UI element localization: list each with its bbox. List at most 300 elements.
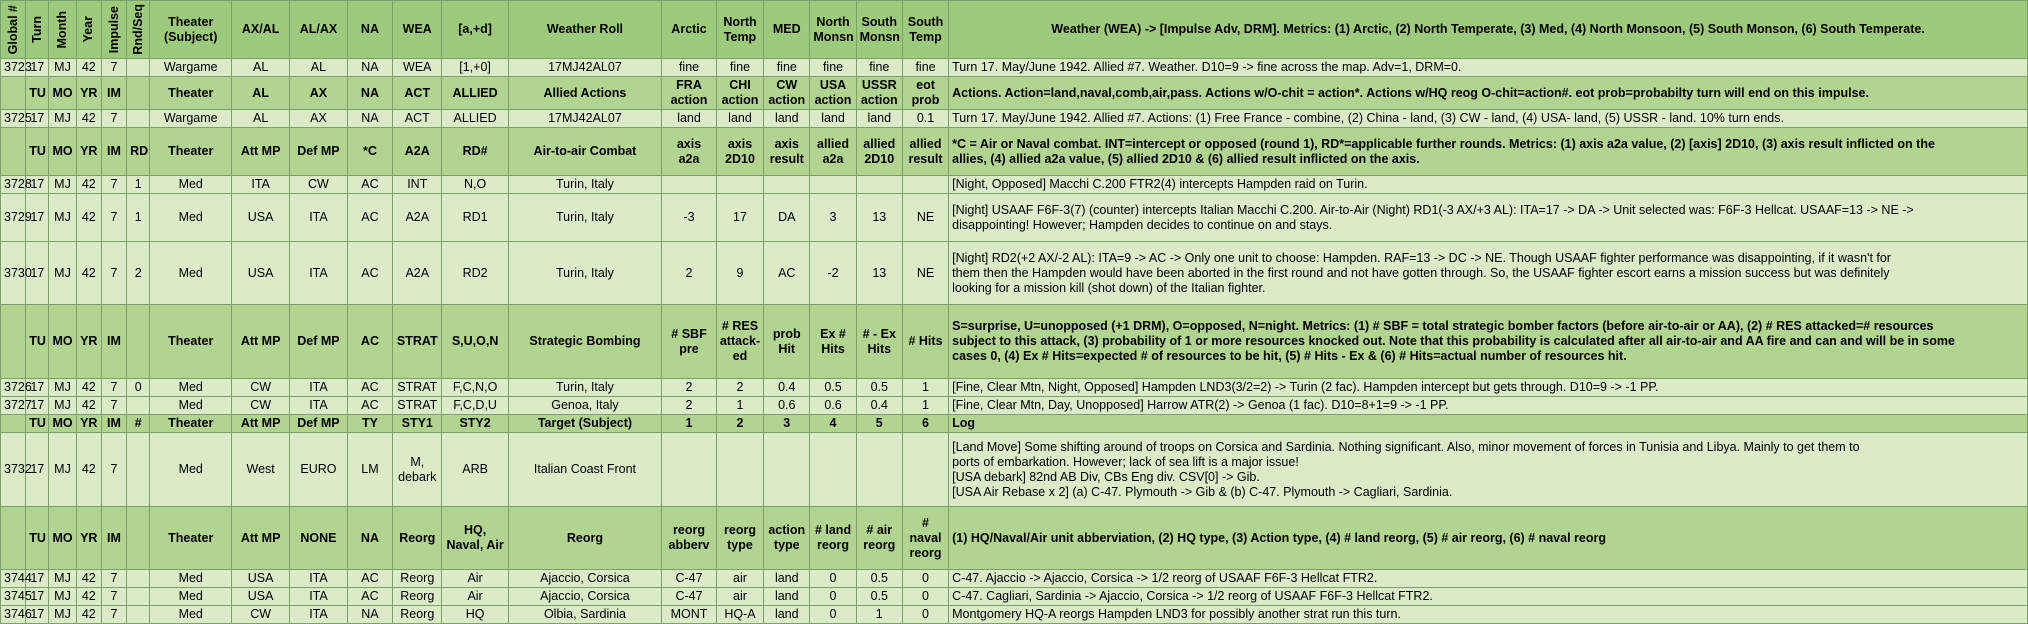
cell-metric-3: land: [764, 588, 810, 606]
cell-subcode: F,C,D,U: [442, 397, 508, 415]
cell-rnd-seq: RD: [127, 128, 150, 176]
cell-year: YR: [76, 305, 101, 379]
cell-month: MJ: [49, 433, 76, 507]
cell-subject: Ajaccio, Corsica: [508, 570, 661, 588]
cell-log: [949, 379, 2028, 397]
log-line: Turn 17. May/June 1942. Allied #7. Weather. D10=9 -> fine across the map. Adv=1, DRM=0.: [952, 60, 1462, 74]
cell-rnd-seq: [127, 110, 150, 128]
cell-theater: Med: [150, 570, 232, 588]
cell-def-side: ITA: [290, 606, 348, 624]
cell-log: [949, 176, 2028, 194]
cell-month: MO: [49, 128, 76, 176]
col-impulse: Impulse: [101, 1, 126, 59]
cell-subcode: RD1: [442, 194, 508, 242]
cell-metric-4: 0.5: [810, 379, 856, 397]
cell-log: [949, 570, 2028, 588]
cell-rnd-seq: 1: [127, 176, 150, 194]
cell-year: 42: [76, 194, 101, 242]
cell-subcode: S,U,O,N: [442, 305, 508, 379]
cell-turn: 17: [26, 570, 49, 588]
cell-category: A2A: [393, 128, 442, 176]
cell-global-id: 3744: [1, 570, 26, 588]
cell-category: Reorg: [393, 588, 442, 606]
cell-global-id: 3726: [1, 379, 26, 397]
cell-subcode: ALLIED: [442, 77, 508, 110]
cell-def-side: ITA: [290, 194, 348, 242]
log-line: Turn 17. May/June 1942. Allied #7. Actions: (1) Free France - combine, (2) China - land, (3) CW - land, (4) USA- land, (5) USSR - land. 10% turn ends.: [952, 111, 1784, 125]
cell-year: 42: [76, 397, 101, 415]
cell-log: [949, 59, 2028, 77]
cell-month: MJ: [49, 59, 76, 77]
cell-category: WEA: [393, 59, 442, 77]
cell-month: MO: [49, 415, 76, 433]
cell-month: MJ: [49, 606, 76, 624]
cell-metric-6: 0: [902, 606, 948, 624]
cell-metric-4: -2: [810, 242, 856, 305]
cell-month: MO: [49, 507, 76, 570]
cell-year: YR: [76, 77, 101, 110]
table-row: [1, 397, 2028, 415]
cell-metric-2: 2: [716, 379, 763, 397]
cell-category: ACT: [393, 110, 442, 128]
cell-turn: 17: [26, 433, 49, 507]
cell-metric-5: 0.5: [856, 588, 902, 606]
cell-att-side: CW: [232, 397, 290, 415]
cell-rnd-seq: [127, 606, 150, 624]
cell-subject: Italian Coast Front: [508, 433, 661, 507]
cell-metric-1: 2: [662, 379, 717, 397]
cell-metric-1: [662, 176, 717, 194]
col-ad: [a,+d]: [442, 1, 508, 59]
cell-theater: Theater: [150, 128, 232, 176]
cell-metric-2: [716, 433, 763, 507]
col-na: NA: [347, 1, 392, 59]
cell-metric-1: -3: [662, 194, 717, 242]
cell-def-side: Def MP: [290, 415, 348, 433]
log-line: [USA Air Rebase x 2] (a) C-47. Plymouth -> Gib & (b) C-47. Plymouth -> Cagliari, Sardinia.: [952, 484, 1453, 499]
cell-type-code: AC: [347, 588, 392, 606]
cell-def-side: NONE: [290, 507, 348, 570]
cell-metric-5: # air reorg: [856, 507, 902, 570]
cell-theater: Med: [150, 379, 232, 397]
cell-rnd-seq: [127, 397, 150, 415]
cell-def-side: Def MP: [290, 128, 348, 176]
col-global: Global #: [1, 1, 26, 59]
cell-log: [949, 507, 2028, 570]
log-line: subject to this attack, (3) probability of 1 or more resources knocked out. Note that this probability is calculated after all air-to-air and AA fire and can and will be in some: [952, 334, 1955, 348]
cell-theater: Wargame: [150, 110, 232, 128]
cell-metric-4: 0: [810, 570, 856, 588]
cell-def-side: ITA: [290, 242, 348, 305]
cell-metric-5: # - Ex Hits: [856, 305, 902, 379]
cell-metric-6: 6: [902, 415, 948, 433]
cell-metric-6: 0: [902, 588, 948, 606]
cell-month: MJ: [49, 397, 76, 415]
cell-category: Reorg: [393, 570, 442, 588]
log-line: Actions. Action=land,naval,comb,air,pass. Actions w/O-chit = action*. Actions w/HQ reog O-chit=action#. eot prob=probabilty turn will end on this impulse.: [952, 85, 1869, 100]
col-theater: Theater (Subject): [150, 1, 232, 59]
cell-metric-6: 0: [902, 570, 948, 588]
cell-log: [949, 606, 2028, 624]
cell-metric-2: air: [716, 588, 763, 606]
cell-turn: TU: [26, 128, 49, 176]
cell-subcode: N,O: [442, 176, 508, 194]
cell-month: MJ: [49, 110, 76, 128]
cell-type-code: TY: [347, 415, 392, 433]
cell-category: Reorg: [393, 606, 442, 624]
cell-subject: 17MJ42AL07: [508, 59, 661, 77]
cell-subject: Allied Actions: [508, 77, 661, 110]
cell-metric-6: NE: [902, 242, 948, 305]
log-line: [Land Move] Some shifting around of troops on Corsica and Sardinia. Nothing significant. Also, minor movement of forces in Tunisia and Libya. Mainly to get them to: [952, 439, 1860, 454]
cell-theater: Med: [150, 397, 232, 415]
cell-turn: 17: [26, 379, 49, 397]
cell-global-id: [1, 128, 26, 176]
cell-att-side: USA: [232, 242, 290, 305]
cell-metric-5: 13: [856, 242, 902, 305]
cell-metric-6: 1: [902, 379, 948, 397]
cell-category: ACT: [393, 77, 442, 110]
cell-subject: 17MJ42AL07: [508, 110, 661, 128]
cell-subcode: RD#: [442, 128, 508, 176]
cell-global-id: [1, 507, 26, 570]
cell-rnd-seq: 1: [127, 194, 150, 242]
cell-global-id: 3728: [1, 176, 26, 194]
table-row: [1, 588, 2028, 606]
cell-log: [949, 242, 2028, 305]
cell-att-side: CW: [232, 379, 290, 397]
cell-metric-2: axis 2D10: [716, 128, 763, 176]
cell-metric-3: DA: [764, 194, 810, 242]
cell-def-side: ITA: [290, 379, 348, 397]
cell-metric-1: 2: [662, 242, 717, 305]
cell-subcode: F,C,N,O: [442, 379, 508, 397]
cell-subject: Turin, Italy: [508, 379, 661, 397]
cell-theater: Med: [150, 433, 232, 507]
cell-def-side: ITA: [290, 588, 348, 606]
cell-type-code: AC: [347, 194, 392, 242]
cell-turn: TU: [26, 77, 49, 110]
cell-metric-3: 0.6: [764, 397, 810, 415]
col-month: Month: [49, 1, 76, 59]
cell-subcode: HQ: [442, 606, 508, 624]
table-row: [1, 110, 2028, 128]
log-line: [Night, Opposed] Macchi C.200 FTR2(4) intercepts Hampden raid on Turin.: [952, 177, 1368, 191]
section-header-row: [1, 415, 2028, 433]
col-turn: Turn: [26, 1, 49, 59]
cell-rnd-seq: 2: [127, 242, 150, 305]
cell-type-code: *C: [347, 128, 392, 176]
cell-impulse: 7: [101, 606, 126, 624]
cell-metric-4: Ex # Hits: [810, 305, 856, 379]
cell-metric-3: fine: [764, 59, 810, 77]
cell-att-side: AL: [232, 110, 290, 128]
cell-log: [949, 128, 2028, 176]
cell-att-side: USA: [232, 194, 290, 242]
cell-turn: TU: [26, 415, 49, 433]
col-rndseq: Rnd/Seq: [127, 1, 150, 59]
cell-year: 42: [76, 433, 101, 507]
cell-month: MJ: [49, 570, 76, 588]
col-metric-1: Arctic: [662, 1, 717, 59]
cell-metric-6: [902, 176, 948, 194]
cell-global-id: 3729: [1, 194, 26, 242]
cell-month: MO: [49, 77, 76, 110]
table-row: [1, 379, 2028, 397]
cell-metric-3: prob Hit: [764, 305, 810, 379]
cell-month: MJ: [49, 194, 76, 242]
cell-subject: Ajaccio, Corsica: [508, 588, 661, 606]
cell-metric-2: 9: [716, 242, 763, 305]
cell-metric-3: 0.4: [764, 379, 810, 397]
cell-category: STY1: [393, 415, 442, 433]
cell-year: 42: [76, 588, 101, 606]
cell-metric-6: # naval reorg: [902, 507, 948, 570]
cell-metric-6: [902, 433, 948, 507]
cell-theater: Med: [150, 176, 232, 194]
cell-rnd-seq: [127, 77, 150, 110]
cell-metric-5: 1: [856, 606, 902, 624]
cell-impulse: 7: [101, 379, 126, 397]
cell-metric-2: [716, 176, 763, 194]
cell-impulse: 7: [101, 59, 126, 77]
cell-subcode: Air: [442, 570, 508, 588]
col-metric-4: North Monsn: [810, 1, 856, 59]
cell-metric-5: land: [856, 110, 902, 128]
cell-metric-6: eot prob: [902, 77, 948, 110]
cell-global-id: 3732: [1, 433, 26, 507]
cell-category: M, debark: [393, 433, 442, 507]
cell-type-code: NA: [347, 77, 392, 110]
log-line: cases 0, (4) Ex # Hits=expected # of resources to be hit, (5) # Hits - Ex & (6) # Hits=actual number of resources hit.: [952, 349, 1627, 363]
cell-def-side: AX: [290, 77, 348, 110]
cell-def-side: EURO: [290, 433, 348, 507]
cell-subject: Reorg: [508, 507, 661, 570]
cell-type-code: AC: [347, 570, 392, 588]
cell-rnd-seq: 0: [127, 379, 150, 397]
cell-metric-1: fine: [662, 59, 717, 77]
cell-att-side: CW: [232, 606, 290, 624]
cell-metric-4: # land reorg: [810, 507, 856, 570]
cell-rnd-seq: [127, 570, 150, 588]
cell-log: [949, 77, 2028, 110]
cell-theater: Med: [150, 194, 232, 242]
log-line: ports of embarkation. However; lack of sea lift is a major issue!: [952, 454, 1299, 469]
column-header-row: [1, 1, 2028, 59]
cell-year: YR: [76, 507, 101, 570]
cell-metric-5: USSR action: [856, 77, 902, 110]
cell-category: STRAT: [393, 397, 442, 415]
cell-att-side: USA: [232, 588, 290, 606]
cell-metric-5: 0.5: [856, 570, 902, 588]
cell-metric-5: [856, 433, 902, 507]
log-line: *C = Air or Naval combat. INT=intercept or opposed (round 1), RD*=applicable further rounds. Metrics: (1) axis a2a value, (2) [axis] 2D10, (3) axis result inflicted on the: [952, 136, 1935, 151]
cell-turn: 17: [26, 242, 49, 305]
cell-month: MJ: [49, 379, 76, 397]
cell-theater: Theater: [150, 77, 232, 110]
cell-rnd-seq: [127, 507, 150, 570]
log-line: [Night] USAAF F6F-3(7) (counter) intercepts Italian Macchi C.200. Air-to-Air (Night) RD1(-3 AX/+3 AL): ITA=17 -> DA -> Unit selected was: F6F-3 Hellcat. USAAF=13 -> NE ->: [952, 202, 1914, 217]
cell-metric-5: allied 2D10: [856, 128, 902, 176]
cell-turn: TU: [26, 305, 49, 379]
cell-metric-3: CW action: [764, 77, 810, 110]
cell-theater: Med: [150, 242, 232, 305]
cell-global-id: [1, 77, 26, 110]
cell-month: MO: [49, 305, 76, 379]
cell-global-id: [1, 305, 26, 379]
col-metric-5: South Monsn: [856, 1, 902, 59]
log-line: C-47. Ajaccio -> Ajaccio, Corsica -> 1/2 reorg of USAAF F6F-3 Hellcat FTR2.: [952, 571, 1378, 585]
cell-metric-6: 0.1: [902, 110, 948, 128]
cell-metric-2: 17: [716, 194, 763, 242]
cell-subject: Turin, Italy: [508, 176, 661, 194]
cell-theater: Theater: [150, 415, 232, 433]
log-line: [Fine, Clear Mtn, Night, Opposed] Hampden LND3(3/2=2) -> Turin (2 fac). Hampden intercept but gets through. D10=9 -> -1 PP.: [952, 380, 1659, 394]
cell-att-side: AL: [232, 77, 290, 110]
cell-impulse: 7: [101, 242, 126, 305]
cell-impulse: 7: [101, 397, 126, 415]
cell-metric-2: fine: [716, 59, 763, 77]
cell-rnd-seq: [127, 59, 150, 77]
cell-metric-3: [764, 433, 810, 507]
cell-att-side: Att MP: [232, 305, 290, 379]
cell-impulse: IM: [101, 128, 126, 176]
cell-year: 42: [76, 570, 101, 588]
cell-metric-1: 1: [662, 415, 717, 433]
cell-turn: 17: [26, 110, 49, 128]
table-row: [1, 194, 2028, 242]
cell-global-id: 3727: [1, 397, 26, 415]
cell-subcode: HQ, Naval, Air: [442, 507, 508, 570]
col-wea: WEA: [393, 1, 442, 59]
cell-def-side: Def MP: [290, 305, 348, 379]
cell-metric-5: 0.4: [856, 397, 902, 415]
cell-metric-1: axis a2a: [662, 128, 717, 176]
cell-turn: TU: [26, 507, 49, 570]
cell-metric-6: NE: [902, 194, 948, 242]
cell-type-code: AC: [347, 379, 392, 397]
cell-metric-2: # RES attack-ed: [716, 305, 763, 379]
cell-metric-4: [810, 433, 856, 507]
cell-metric-1: 2: [662, 397, 717, 415]
cell-impulse: 7: [101, 588, 126, 606]
section-header-row: [1, 77, 2028, 110]
cell-log: [949, 194, 2028, 242]
cell-metric-5: 5: [856, 415, 902, 433]
cell-theater: Med: [150, 606, 232, 624]
cell-metric-1: [662, 433, 717, 507]
table-row: [1, 570, 2028, 588]
cell-turn: 17: [26, 588, 49, 606]
cell-log: [949, 110, 2028, 128]
cell-def-side: ITA: [290, 570, 348, 588]
cell-metric-2: land: [716, 110, 763, 128]
cell-metric-3: land: [764, 606, 810, 624]
section-header-row: [1, 507, 2028, 570]
cell-type-code: NA: [347, 59, 392, 77]
cell-theater: Theater: [150, 507, 232, 570]
cell-log: [949, 305, 2028, 379]
cell-metric-3: axis result: [764, 128, 810, 176]
cell-type-code: NA: [347, 507, 392, 570]
table-row: [1, 59, 2028, 77]
cell-impulse: 7: [101, 110, 126, 128]
cell-type-code: AC: [347, 242, 392, 305]
cell-month: MJ: [49, 588, 76, 606]
cell-impulse: 7: [101, 194, 126, 242]
cell-def-side: AL: [290, 59, 348, 77]
log-line: [USA debark] 82nd AB Div, CBs Eng div. CSV[0] -> Gib.: [952, 469, 1260, 484]
cell-subcode: Air: [442, 588, 508, 606]
cell-year: YR: [76, 128, 101, 176]
cell-category: STRAT: [393, 379, 442, 397]
cell-metric-2: HQ-A: [716, 606, 763, 624]
cell-att-side: Att MP: [232, 128, 290, 176]
cell-metric-2: air: [716, 570, 763, 588]
cell-global-id: [1, 415, 26, 433]
col-year: Year: [76, 1, 101, 59]
cell-metric-1: C-47: [662, 570, 717, 588]
cell-log: [949, 433, 2028, 507]
cell-metric-4: 0: [810, 606, 856, 624]
cell-subject: Target (Subject): [508, 415, 661, 433]
cell-att-side: AL: [232, 59, 290, 77]
cell-global-id: 3746: [1, 606, 26, 624]
cell-metric-3: action type: [764, 507, 810, 570]
cell-impulse: IM: [101, 305, 126, 379]
cell-metric-6: fine: [902, 59, 948, 77]
cell-metric-6: # Hits: [902, 305, 948, 379]
cell-metric-4: [810, 176, 856, 194]
cell-metric-3: land: [764, 570, 810, 588]
cell-metric-4: 0.6: [810, 397, 856, 415]
cell-type-code: NA: [347, 606, 392, 624]
cell-att-side: West: [232, 433, 290, 507]
cell-impulse: IM: [101, 77, 126, 110]
cell-subcode: ALLIED: [442, 110, 508, 128]
cell-log: [949, 397, 2028, 415]
cell-subcode: RD2: [442, 242, 508, 305]
cell-year: 42: [76, 379, 101, 397]
cell-month: MJ: [49, 242, 76, 305]
col-metric-3: MED: [764, 1, 810, 59]
cell-metric-4: allied a2a: [810, 128, 856, 176]
cell-subcode: [1,+0]: [442, 59, 508, 77]
cell-subcode: ARB: [442, 433, 508, 507]
log-line: Montgomery HQ-A reorgs Hampden LND3 for possibly another strat run this turn.: [952, 607, 1401, 621]
cell-turn: 17: [26, 194, 49, 242]
cell-turn: 17: [26, 59, 49, 77]
cell-impulse: 7: [101, 433, 126, 507]
cell-rnd-seq: [127, 588, 150, 606]
cell-metric-1: # SBF pre: [662, 305, 717, 379]
cell-metric-5: fine: [856, 59, 902, 77]
cell-log: [949, 415, 2028, 433]
log-line: disappointing! However; Hampden decides to continue on and stays.: [952, 217, 1333, 232]
cell-year: 42: [76, 176, 101, 194]
col-metric-6: South Temp: [902, 1, 948, 59]
cell-global-id: 3745: [1, 588, 26, 606]
cell-year: YR: [76, 415, 101, 433]
cell-subject: Genoa, Italy: [508, 397, 661, 415]
cell-att-side: Att MP: [232, 507, 290, 570]
cell-metric-3: 3: [764, 415, 810, 433]
cell-impulse: IM: [101, 507, 126, 570]
cell-metric-3: [764, 176, 810, 194]
cell-metric-3: AC: [764, 242, 810, 305]
cell-category: Reorg: [393, 507, 442, 570]
cell-category: INT: [393, 176, 442, 194]
